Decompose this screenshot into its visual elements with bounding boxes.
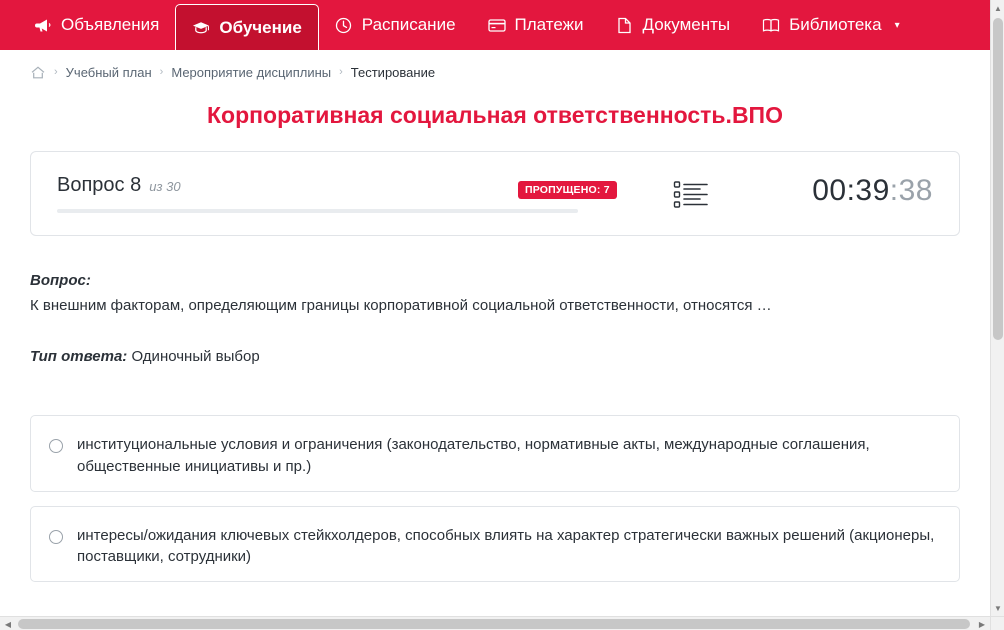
document-icon (615, 16, 633, 34)
question-list-icon[interactable] (671, 178, 711, 212)
timer-seconds: :38 (889, 174, 933, 207)
nav-item-library[interactable] (746, 0, 915, 50)
nav-label: Документы (642, 15, 731, 34)
answer-option-label: институциональные условия и ограничения (законодательство, нормативные акты, международные соглашения, общественные инициативы и пр.) (77, 436, 870, 475)
question-label: Вопрос: (30, 272, 91, 289)
clock-icon (335, 16, 353, 34)
home-icon[interactable] (30, 64, 46, 80)
scrollbar-corner (990, 616, 1004, 630)
progress-bar (57, 209, 578, 213)
quiz-header-card (30, 151, 960, 236)
nav-label: Расписание (361, 15, 456, 34)
radio-icon[interactable] (49, 439, 63, 453)
question-progress-block (57, 174, 582, 213)
scroll-right-icon[interactable]: ▶ (978, 619, 986, 629)
book-icon (762, 16, 780, 34)
question-text: К внешним факторам, определяющим границы корпоративной социальной ответственности, относятся … (30, 297, 772, 314)
megaphone-icon (34, 16, 52, 34)
answer-type-label: Тип ответа: (30, 348, 128, 366)
chevron-down-icon[interactable]: ▾ (894, 19, 900, 31)
question-total: из 30 (149, 179, 181, 194)
nav-label: Платежи (514, 15, 584, 34)
question-number: Вопрос 8 (57, 174, 142, 196)
nav-item-schedule[interactable] (319, 0, 472, 50)
timer (812, 174, 933, 208)
vertical-scrollbar-thumb[interactable] (993, 18, 1003, 340)
scroll-up-icon[interactable]: ▲ (991, 0, 1004, 16)
nav-item-learning[interactable] (175, 4, 318, 50)
main-navigation (0, 0, 990, 50)
scroll-left-icon[interactable]: ◀ (4, 619, 12, 629)
breadcrumb (0, 50, 990, 88)
question-block (0, 236, 990, 365)
answer-option[interactable] (30, 506, 960, 583)
graduation-cap-icon (192, 19, 210, 37)
status-badge-skipped: ПРОПУЩЕНО: 7 (518, 181, 617, 199)
nav-label: Обучение (219, 17, 302, 37)
breadcrumb-separator: › (339, 66, 343, 78)
answer-option-label: интересы/ожидания ключевых стейкхолдеров, способных влиять на характер стратегически важных решений (акционеры, поставщики, сотрудники) (77, 526, 935, 566)
card-icon (488, 16, 506, 34)
breadcrumb-separator: › (159, 66, 164, 78)
breadcrumb-item-discipline-event[interactable]: Мероприятие дисциплины (171, 64, 332, 80)
radio-icon[interactable] (49, 530, 63, 544)
nav-item-announcements[interactable] (18, 0, 175, 50)
page-title: Корпоративная социальная ответственность.ВПО (207, 102, 783, 128)
answer-type-value: Одиночный выбор (131, 348, 260, 366)
breadcrumb-separator: › (54, 66, 58, 78)
nav-label: Объявления (61, 15, 160, 34)
answer-option[interactable] (30, 415, 960, 492)
nav-item-payments[interactable] (472, 0, 600, 50)
horizontal-scrollbar-thumb[interactable] (18, 619, 970, 629)
answer-type-row (30, 348, 960, 365)
timer-main: 00:39 (812, 174, 890, 207)
vertical-scrollbar[interactable] (990, 0, 1004, 616)
nav-label: Библиотека (789, 15, 882, 34)
nav-item-documents[interactable] (599, 0, 746, 50)
horizontal-scrollbar[interactable] (0, 616, 1004, 630)
breadcrumb-item-curriculum[interactable]: Учебный план (65, 64, 152, 80)
breadcrumb-item-testing[interactable]: Тестирование (350, 64, 436, 80)
scroll-down-icon[interactable]: ▼ (991, 600, 1004, 616)
answer-options-list (30, 415, 960, 582)
